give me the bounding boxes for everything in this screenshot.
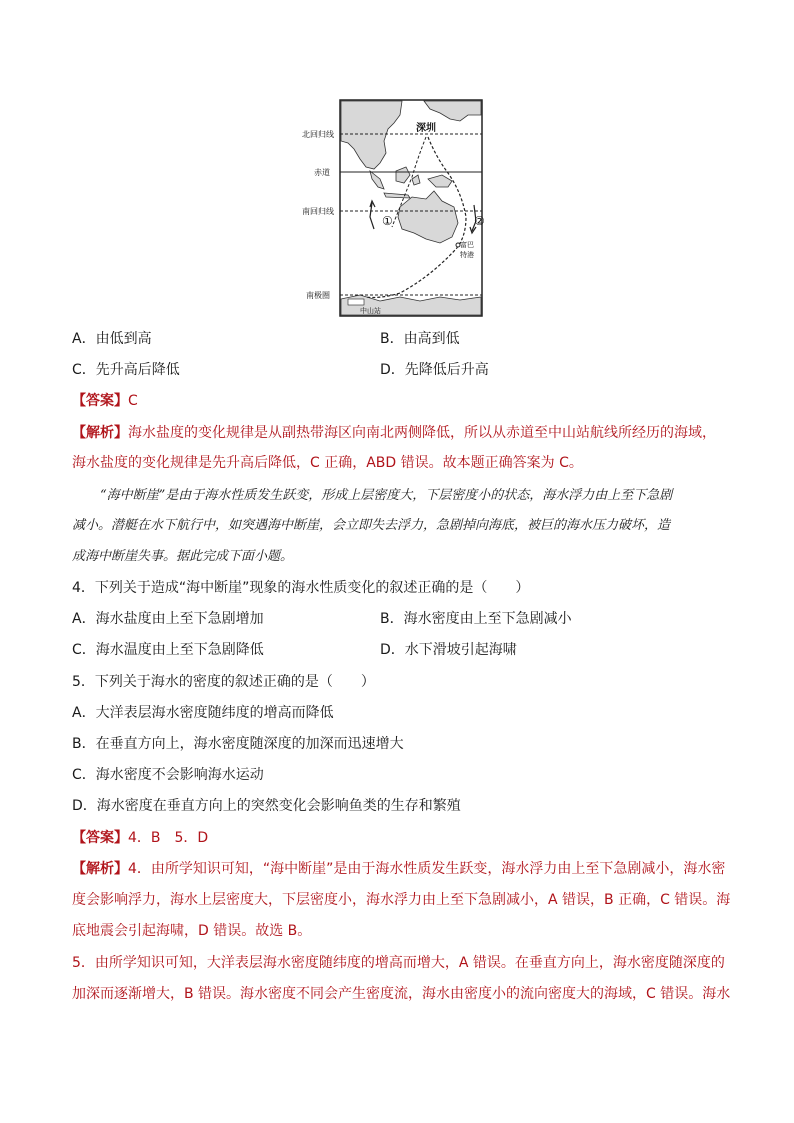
q3-option-a: A．由低到高 — [72, 331, 152, 347]
answer-value: 4．B 5．D — [128, 830, 209, 846]
passage-line-3: 成海中断崖失事。据此完成下面小题。 — [72, 549, 294, 564]
passage-line-2: 减小。潜艇在水下航行中，如突遇海中断崖，会立即失去浮力，急剧掉向海底，被巨的海水压力破坏，造 — [72, 518, 671, 533]
zhongshan-station-marker — [348, 299, 364, 305]
q3-option-b: B．由高到低 — [380, 331, 460, 347]
q4-stem: 4．下列关于造成“海中断崖”现象的海水性质变化的叙述正确的是（ ） — [72, 580, 530, 596]
answer-label: 【答案】 — [72, 393, 128, 409]
north-tropic-label: 北回归线 — [302, 130, 334, 139]
q3-option-c: C．先升高后降低 — [72, 362, 180, 378]
fremantle-label-1: 富巴 — [460, 241, 474, 249]
south-tropic-label: 南回归线 — [302, 207, 334, 216]
passage-line-1: “海中断崖”是由于海水性质发生跃变，形成上层密度大，下层密度小的状态，海水浮力由上至下急剧 — [100, 488, 673, 503]
analysis-text: 海水盐度的变化规律是从副热带海区向南北两侧降低，所以从赤道至中山站航线所经历的海域， — [128, 425, 716, 441]
q45-analysis-line-2: 度会影响浮力，海水上层密度大，下层密度小，海水浮力由上至下急剧减小，A 错误，B 正确，C 错误。海 — [72, 892, 731, 908]
q45-analysis-line-5: 加深而逐渐增大，B 错误。海水密度不同会产生密度流，海水由密度小的流向密度大的海域，C 错误。海水 — [72, 986, 731, 1002]
q45-analysis-line-4: 5．由所学知识可知，大洋表层海水密度随纬度的增高而增大，A 错误。在垂直方向上，海水密度随深度的 — [72, 955, 725, 971]
fremantle-label-2: 特港 — [460, 251, 474, 259]
q4-option-b: B．海水密度由上至下急剧减小 — [380, 611, 572, 627]
q5-option-a: A．大洋表层海水密度随纬度的增高而降低 — [72, 705, 334, 721]
route-map-figure — [300, 97, 500, 319]
q5-option-d: D．海水密度在垂直方向上的突然变化会影响鱼类的生存和繁殖 — [72, 798, 461, 814]
antarctic-circle-label: 南极圈 — [306, 291, 330, 300]
answer-label: 【答案】 — [72, 830, 128, 846]
q3-analysis-line-1 — [72, 423, 716, 443]
analysis-label: 【解析】 — [72, 425, 128, 441]
q5-option-c: C．海水密度不会影响海水运动 — [72, 767, 264, 783]
q45-analysis-line-1 — [72, 859, 725, 879]
route-2-label: ② — [474, 214, 485, 228]
route-map — [300, 97, 500, 319]
q4-option-d: D．水下滑坡引起海啸 — [380, 642, 517, 658]
q5-stem: 5．下列关于海水的密度的叙述正确的是（ ） — [72, 674, 375, 690]
q45-analysis-line-3: 底地震会引起海啸，D 错误。故选 B。 — [72, 923, 312, 939]
answer-value: C — [128, 393, 138, 409]
zhongshan-label: 中山站 — [360, 307, 381, 315]
q45-answer — [72, 828, 208, 848]
q3-answer — [72, 391, 138, 411]
q5-option-b: B．在垂直方向上，海水密度随深度的加深而迅速增大 — [72, 736, 404, 752]
q3-analysis-line-2: 海水盐度的变化规律是先升高后降低，C 正确，ABD 错误。故本题正确答案为 C。 — [72, 455, 583, 471]
shenzhen-label: 深圳 — [416, 123, 436, 134]
analysis-text: 4．由所学知识可知，“海中断崖”是由于海水性质发生跃变，海水浮力由上至下急剧减小，海水密 — [128, 861, 726, 877]
route-1-label: ① — [382, 214, 393, 228]
analysis-label: 【解析】 — [72, 861, 128, 877]
q4-option-c: C．海水温度由上至下急剧降低 — [72, 642, 264, 658]
q3-option-d: D．先降低后升高 — [380, 362, 489, 378]
q4-option-a: A．海水盐度由上至下急剧增加 — [72, 611, 264, 627]
equator-label: 赤道 — [314, 168, 330, 177]
